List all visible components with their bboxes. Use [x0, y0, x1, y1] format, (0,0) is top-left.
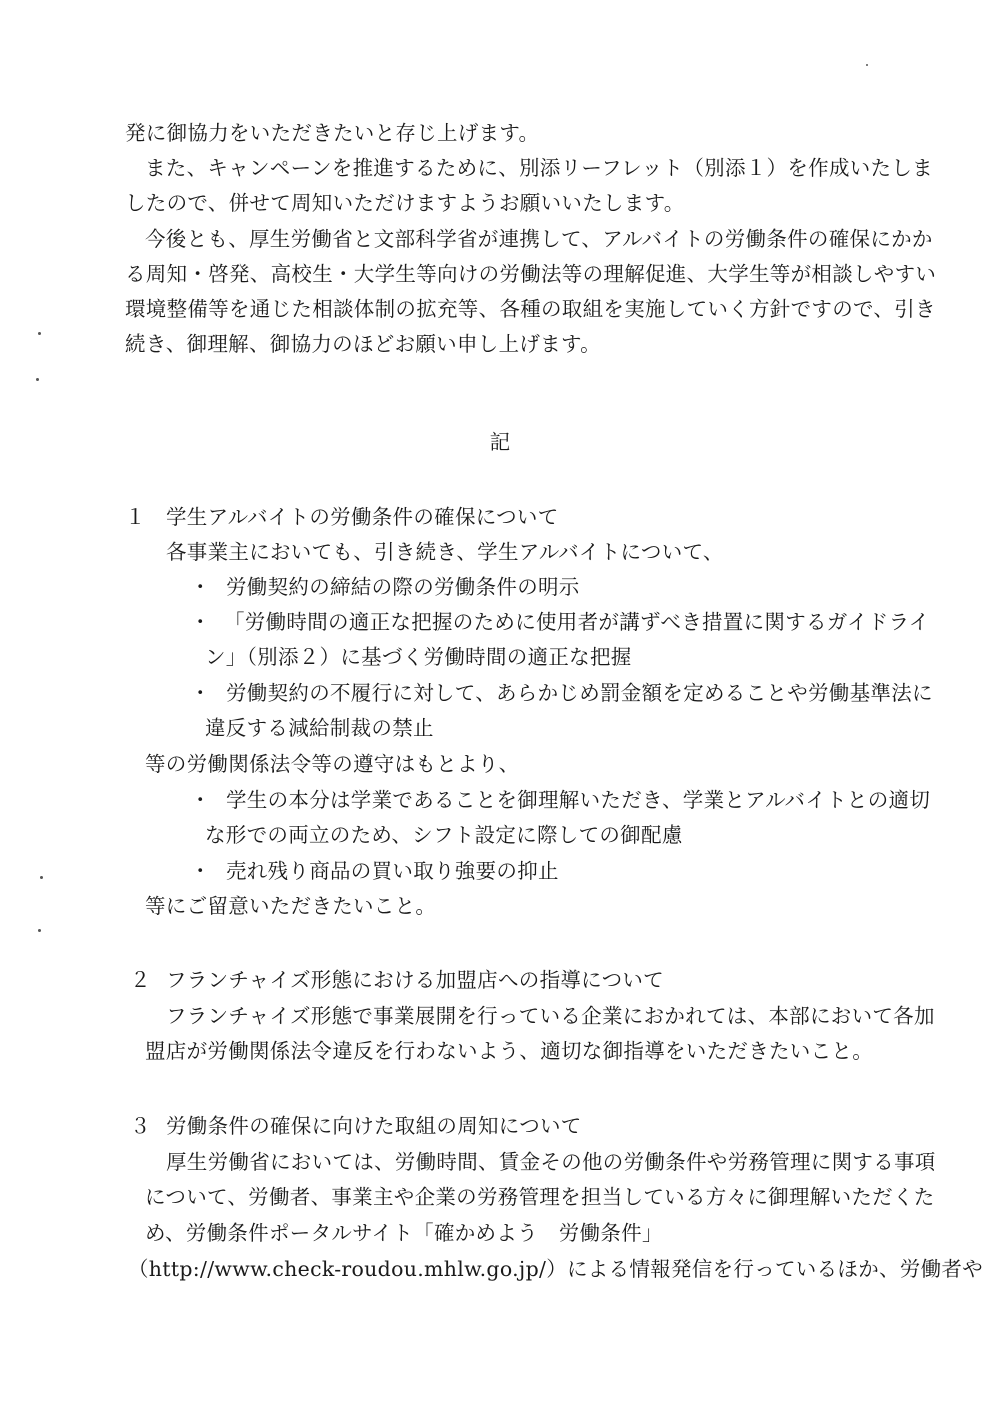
- section1-item-5: 売れ残り商品の買い取り強要の抑止: [226, 859, 559, 883]
- section1-item-3a: 労働契約の不履行に対して、あらかじめ罰金額を定めることや労働基準法に: [226, 681, 933, 705]
- bullet-2: ・: [190, 610, 211, 634]
- section2-number: ２: [130, 968, 151, 992]
- section1-item-2b: ン」（別添２）に基づく労働時間の適正な把握: [205, 645, 632, 669]
- bullet-4: ・: [190, 788, 211, 812]
- section1-closing: 等にご留意いただきたいこと。: [145, 894, 437, 918]
- scan-speck: [36, 378, 39, 381]
- section3-number: ３: [130, 1114, 151, 1138]
- section3-line-4: （http://www.check-roudou.mhlw.go.jp/）による情報発信を行っているほか、労働者や: [128, 1257, 983, 1281]
- section3-line-2: について、労働者、事業主や企業の労務管理を担当している方々に御理解いただくた: [145, 1185, 935, 1209]
- section1-number: １: [125, 505, 146, 529]
- section1-item-3b: 違反する減給制裁の禁止: [205, 716, 434, 740]
- scan-speck: [866, 64, 868, 66]
- intro-line-5: る周知・啓発、高校生・大学生等向けの労働法等の理解促進、大学生等が相談しやすい: [125, 262, 937, 286]
- scan-speck: [38, 332, 41, 335]
- intro-line-7: 続き、御理解、御協力のほどお願い申し上げます。: [125, 332, 601, 356]
- section1-item-4a: 学生の本分は学業であることを御理解いただき、学業とアルバイトとの適切: [226, 788, 931, 812]
- section2-line-2: 盟店が労働関係法令違反を行わないよう、適切な御指導をいただきたいこと。: [145, 1039, 873, 1063]
- section2-line-1: フランチャイズ形態で事業展開を行っている企業におかれては、本部において各加: [166, 1004, 935, 1028]
- section3-line-3: め、労働条件ポータルサイト「確かめよう 労働条件」: [145, 1221, 663, 1245]
- section1-item-2a: 「労働時間の適正な把握のために使用者が講ずべき措置に関するガイドライ: [224, 610, 930, 634]
- scan-speck: [38, 929, 41, 932]
- section3-line-1: 厚生労働省においては、労働時間、賃金その他の労働条件や労務管理に関する事項: [166, 1150, 936, 1174]
- section3-heading: 労働条件の確保に向けた取組の周知について: [166, 1114, 582, 1138]
- intro-line-1: 発に御協力をいただきたいと存じ上げます。: [125, 121, 540, 145]
- intro-line-2: また、キャンペーンを推進するために、別添リーフレット（別添１）を作成いたしま: [145, 156, 933, 180]
- section1-mid: 等の労働関係法令等の遵守はもとより、: [145, 752, 520, 776]
- intro-line-6: 環境整備等を通じた相談体制の拡充等、各種の取組を実施していく方針ですので、引き: [125, 297, 936, 321]
- bullet-5: ・: [190, 859, 211, 883]
- section1-lead: 各事業主においても、引き続き、学生アルバイトについて、: [166, 540, 724, 564]
- ki-heading: 記: [489, 430, 511, 454]
- bullet-3: ・: [190, 681, 211, 705]
- intro-line-4: 今後とも、厚生労働省と文部科学省が連携して、アルバイトの労働条件の確保にかか: [145, 227, 933, 251]
- bullet-1: ・: [190, 575, 211, 599]
- section1-item-4b: な形での両立のため、シフト設定に際しての御配慮: [205, 823, 683, 847]
- section1-heading: 学生アルバイトの労働条件の確保について: [166, 505, 559, 529]
- section2-heading: フランチャイズ形態における加盟店への指導について: [166, 968, 664, 992]
- section1-item-1: 労働契約の締結の際の労働条件の明示: [226, 575, 580, 599]
- scan-speck: [40, 876, 43, 879]
- intro-line-3: したので、併せて周知いただけますようお願いいたします。: [125, 191, 685, 215]
